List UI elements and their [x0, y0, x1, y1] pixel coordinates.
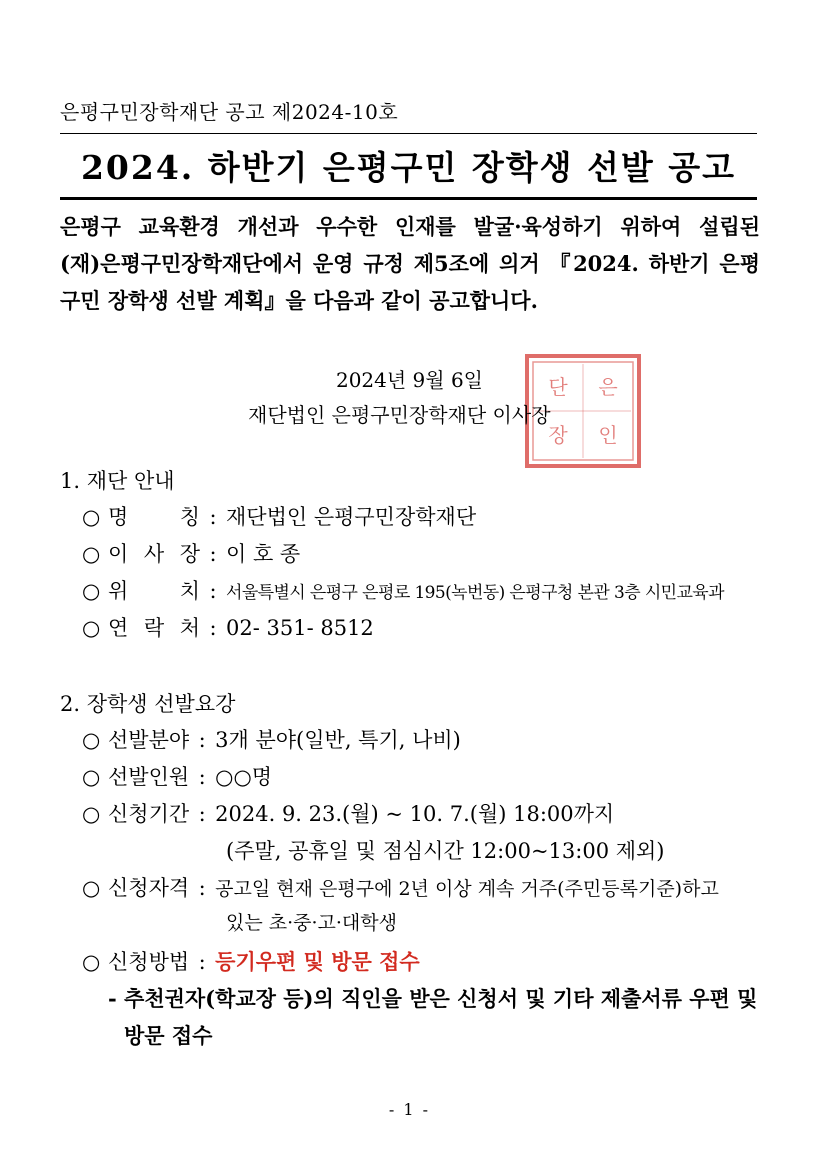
row-label: 신청자격	[108, 876, 190, 900]
svg-text:장: 장	[548, 423, 568, 447]
page-title: 2024. 하반기 은평구민 장학생 선발 공고	[80, 148, 737, 187]
row-label: 이 사 장	[108, 542, 200, 566]
req-row-eligibility-cont: 있는 초·중·고·대학생	[226, 912, 397, 934]
section-1-title: 1. 재단 안내	[60, 469, 175, 493]
intro-line-1: 은평구 교육환경 개선과 우수한 인재를 발굴·육성하기 위하여 설립된	[60, 214, 760, 239]
row-value: ○○명	[215, 765, 273, 789]
info-row-contact: ○ 연 락 처 : 02- 351- 8512	[82, 613, 374, 643]
intro-paragraph	[60, 208, 760, 319]
svg-text:단: 단	[548, 375, 568, 399]
row-value: 이 호 종	[226, 542, 301, 566]
bullet-icon: ○	[82, 505, 101, 529]
row-value-highlight: 등기우편 및 방문 접수	[215, 949, 420, 974]
row-label: 연 락 처	[108, 616, 200, 640]
info-row-chairman: ○ 이 사 장 : 이 호 종	[82, 539, 300, 569]
bullet-icon: ○	[82, 728, 101, 752]
header-rule	[60, 133, 757, 134]
info-row-location: ○ 위 치 : 서울특별시 은평구 은평로 195(녹번동) 은평구청 본관 3층 시민교육과	[82, 576, 724, 606]
req-row-field: ○ 선발분야 : 3개 분야(일반, 특기, 나비)	[82, 725, 461, 755]
method-note-line-2: 방문 접수	[124, 1023, 213, 1048]
row-label: 선발분야	[108, 728, 190, 752]
intro-line-2: (재)은평구민장학재단에서 운영 규정 제5조에 의거 『2024. 하반기 은평	[60, 251, 760, 276]
row-label: 신청기간	[108, 802, 190, 826]
svg-text:인: 인	[598, 423, 618, 447]
method-note-line-1: - 추천권자(학교장 등)의 직인을 받은 신청서 및 기타 제출서류 우편 및	[108, 986, 758, 1011]
svg-text:은: 은	[598, 375, 618, 399]
section-2-title: 2. 장학생 선발요강	[60, 692, 236, 716]
bullet-icon: ○	[82, 579, 101, 603]
bullet-icon: ○	[82, 616, 101, 640]
title-rule	[60, 197, 757, 200]
issuer-name: 재단법인 은평구민장학재단 이사장	[248, 403, 551, 427]
req-row-count: ○ 선발인원 : ○○명	[82, 762, 272, 792]
notice-date: 2024년 9월 6일	[335, 368, 484, 392]
row-value: 재단법인 은평구민장학재단	[226, 505, 477, 529]
bullet-icon: ○	[82, 876, 101, 900]
bullet-icon: ○	[82, 950, 101, 974]
row-label: 신청방법	[108, 950, 190, 974]
row-value: 3개 분야(일반, 특기, 나비)	[215, 728, 461, 752]
row-label: 위 치	[108, 579, 200, 603]
bullet-icon: ○	[82, 542, 101, 566]
row-value: 서울특별시 은평구 은평로 195(녹번동) 은평구청 본관 3층 시민교육과	[226, 583, 724, 603]
info-row-name: ○ 명 칭 : 재단법인 은평구민장학재단	[82, 502, 476, 532]
req-row-eligibility: ○ 신청자격 : 공고일 현재 은평구에 2년 이상 계속 거주(주민등록기준)하고	[82, 873, 719, 903]
bullet-icon: ○	[82, 802, 101, 826]
req-row-period: ○ 신청기간 : 2024. 9. 23.(월) ~ 10. 7.(월) 18:00까지	[82, 799, 614, 829]
row-value: 공고일 현재 은평구에 2년 이상 계속 거주(주민등록기준)하고	[215, 878, 719, 900]
bullet-icon: ○	[82, 765, 101, 789]
row-label: 선발인원	[108, 765, 190, 789]
row-value: 02- 351- 8512	[226, 616, 374, 640]
notice-number: 은평구민장학재단 공고 제2024-10호	[60, 100, 399, 124]
req-row-method: ○ 신청방법 : 등기우편 및 방문 접수	[82, 947, 420, 977]
row-label: 명 칭	[108, 505, 200, 529]
req-row-period-note: (주말, 공휴일 및 점심시간 12:00~13:00 제외)	[226, 839, 665, 863]
intro-line-3: 구민 장학생 선발 계획』을 다음과 같이 공고합니다.	[60, 288, 538, 313]
page-number: - 1 -	[388, 1100, 431, 1119]
row-value: 2024. 9. 23.(월) ~ 10. 7.(월) 18:00까지	[215, 802, 615, 826]
